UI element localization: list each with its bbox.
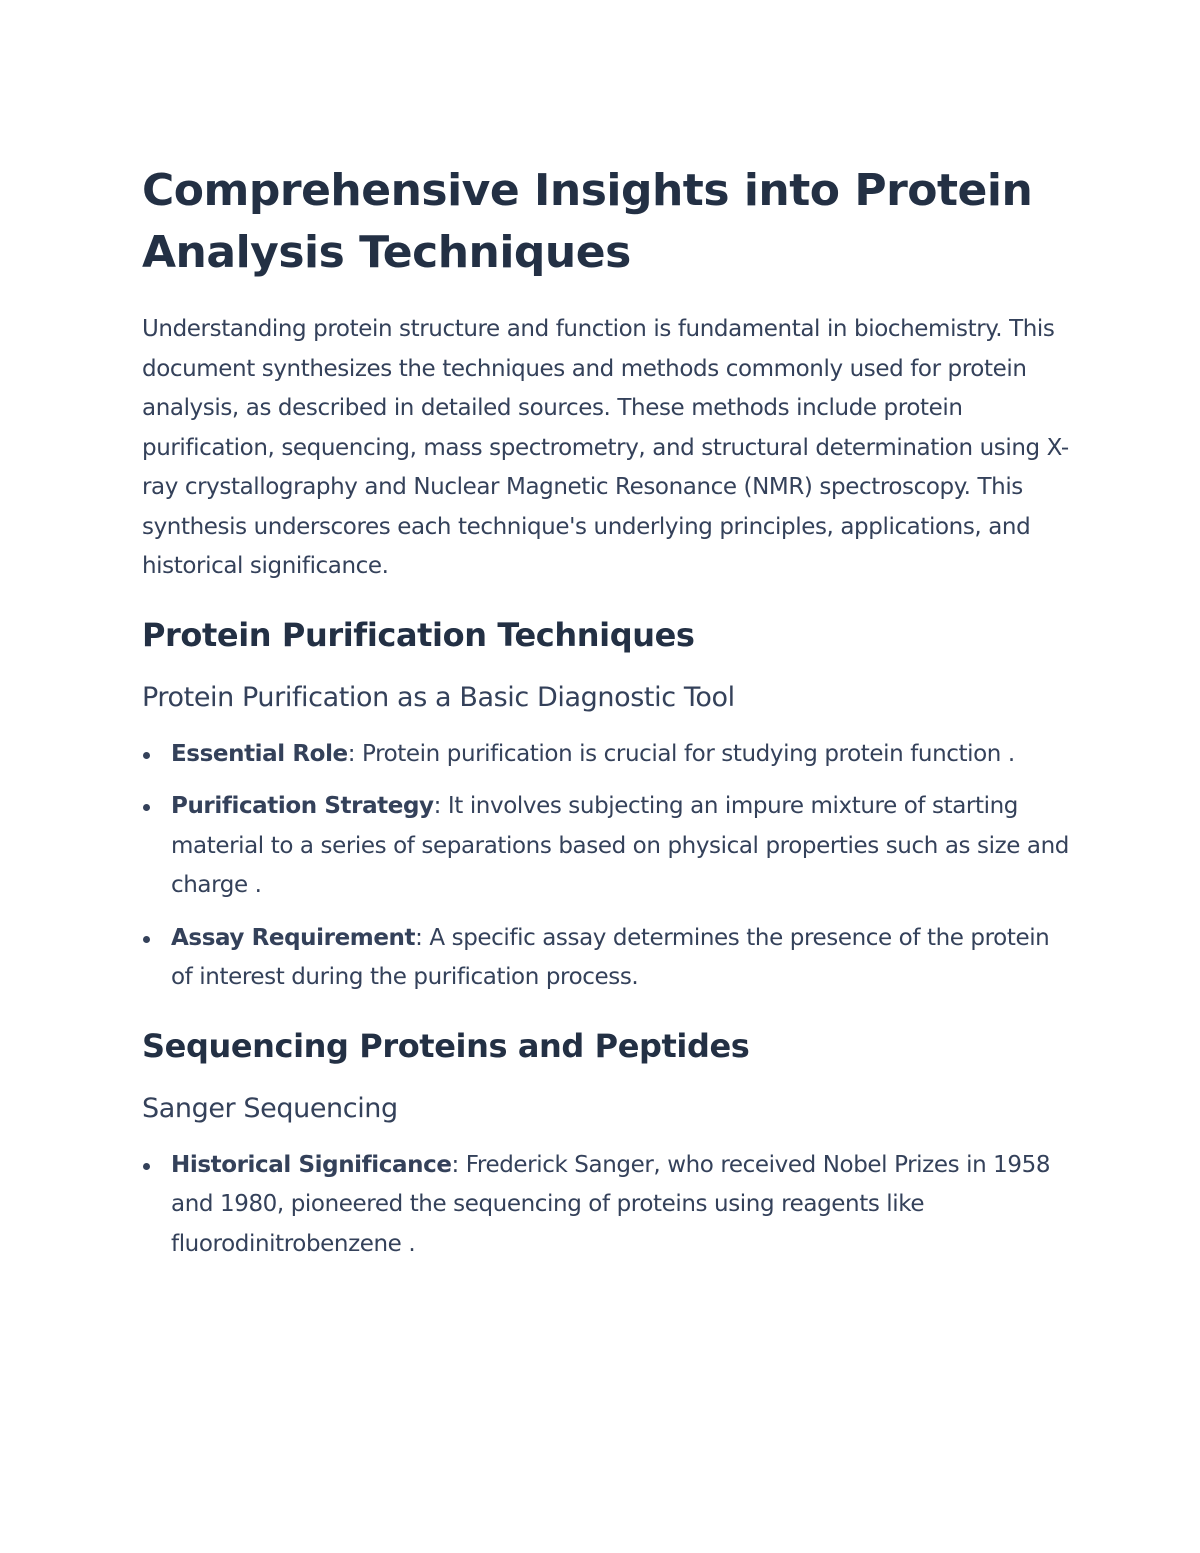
subsection-heading-sanger: Sanger Sequencing xyxy=(142,1092,398,1124)
purification-bullet-list xyxy=(142,735,1072,998)
list-item-text: : A specific assay determines the presence of the protein of interest during the purification process. xyxy=(171,924,1050,990)
section-heading-sequencing: Sequencing Proteins and Peptides xyxy=(142,1026,750,1065)
list-item-term: Essential Role xyxy=(171,740,348,767)
subsection-heading-diagnostic-tool: Protein Purification as a Basic Diagnostic Tool xyxy=(142,681,735,713)
intro-paragraph: Understanding protein structure and function is fundamental in biochemistry. This document synthesizes the techniques and methods commonly used for protein analysis, as described in detailed sources. These methods include protein purification, sequencing, mass spectrometry, and structural determination using X-ray crystallography and Nuclear Magnetic Resonance (NMR) spectroscopy. This synthesis underscores each technique's underlying principles, applications, and historical significance. xyxy=(142,316,1069,579)
list-item xyxy=(142,1146,1072,1265)
list-item xyxy=(142,919,1072,998)
section-heading-purification: Protein Purification Techniques xyxy=(142,615,695,654)
list-item-text: : Frederick Sanger, who received Nobel Prizes in 1958 and 1980, pioneered the sequencing of proteins using reagents like fluorodinitrobenzene . xyxy=(171,1151,1051,1257)
list-item xyxy=(142,735,1072,775)
list-item-term: Historical Significance xyxy=(171,1151,452,1178)
list-item-text: : Protein purification is crucial for studying protein function . xyxy=(347,740,1015,767)
sequencing-bullet-list xyxy=(142,1146,1072,1265)
bullet-icon xyxy=(143,804,150,811)
document-page xyxy=(142,160,1072,1264)
bullet-icon xyxy=(143,752,150,759)
bullet-icon xyxy=(143,1163,150,1170)
list-item xyxy=(142,787,1072,906)
list-item-term: Purification Strategy xyxy=(171,793,434,819)
document-title: Comprehensive Insights into Protein Analysis Techniques xyxy=(142,165,1033,278)
list-item-text: : It involves subjecting an impure mixture of starting material to a series of separations based on physical properties such as size and charge . xyxy=(171,793,1069,898)
bullet-icon xyxy=(143,936,150,943)
list-item-term: Assay Requirement xyxy=(171,924,416,951)
